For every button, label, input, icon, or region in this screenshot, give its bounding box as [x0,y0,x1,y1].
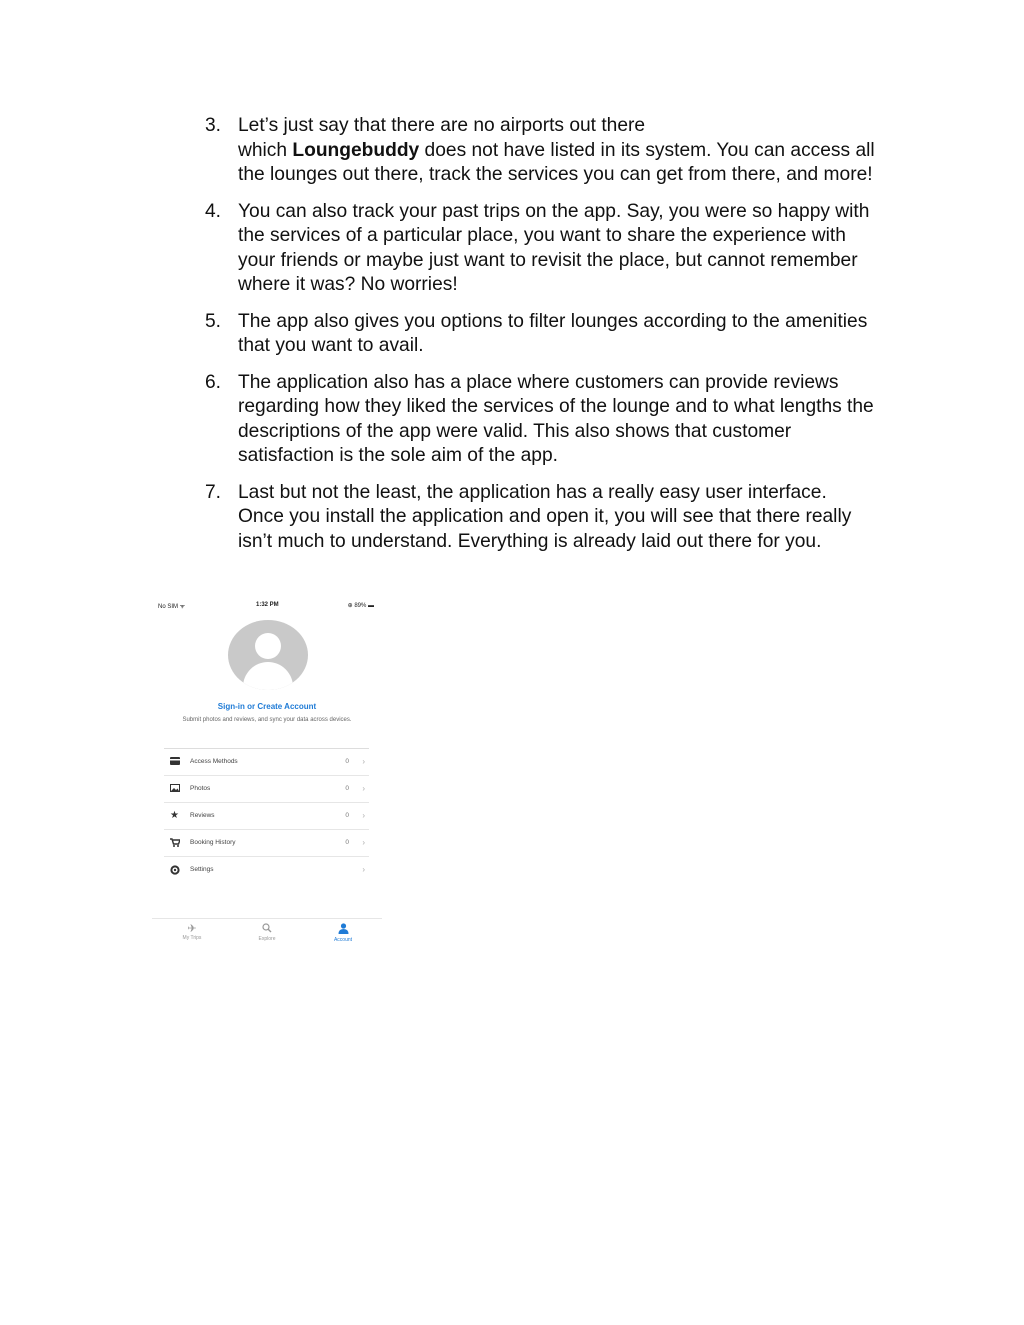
chevron-right-icon: › [362,757,365,766]
numbered-list [205,114,875,566]
status-bar [158,602,374,612]
menu-item-photos[interactable] [164,776,369,803]
menu-item-label: Photos [190,785,211,792]
app-screenshot [152,598,382,948]
time-label: 1:32 PM [256,602,279,608]
list-number: 5. [205,310,222,332]
menu-item-count: 0 [345,812,349,819]
chevron-right-icon: › [362,811,365,820]
carrier-label: No SIM ᯤ [158,604,186,610]
cart-icon [170,838,180,847]
chevron-right-icon: › [362,784,365,793]
list-text: You can also track your past trips on the app. Say, you were so happy with the services of a particular place, you want to share the experience with your friends or maybe just want to revisit the place, but cannot remember where it was? No worries! [238,200,870,295]
chevron-right-icon: › [362,865,365,874]
card-icon [170,757,180,766]
photo-icon [170,784,180,793]
list-number: 7. [205,481,222,503]
menu-item-label: Reviews [190,812,215,819]
menu-item-count: 0 [345,785,349,792]
account-menu [164,748,369,883]
avatar[interactable] [228,620,308,690]
list-text: does not have listed in its system. You can access all the lounges out there, track the services you can get from there, and more! [238,139,875,185]
tab-bar [152,918,382,949]
list-item [205,481,875,555]
tab-label: Explore [258,936,276,942]
tab-label: Account [333,937,353,943]
list-text: which [238,139,293,161]
list-text: Let’s just say that there are no airports out there [238,115,646,136]
tab-explore[interactable] [242,923,292,942]
gear-icon [170,865,180,874]
list-item [205,310,875,359]
menu-item-label: Settings [190,866,214,873]
list-text: Last but not the least, the application has a really easy user interface. Once you install the application and open it, you will see that there really isn’t much to understand. Everything is already laid out there for you. [238,481,852,552]
menu-item-label: Booking History [190,839,236,846]
list-item [205,200,875,298]
avatar-body [243,662,293,690]
chevron-right-icon: › [362,838,365,847]
list-number: 3. [205,115,222,136]
list-text: The app also gives you options to filter lounges according to the amenities that you want to avail. [238,310,868,356]
battery-label: ⊕ 89% ▬ [347,603,374,609]
search-icon [242,923,292,936]
avatar-head [255,633,281,659]
signin-link[interactable]: Sign-in or Create Account [217,702,317,711]
list-item [205,114,875,188]
menu-item-label: Access Methods [190,758,238,765]
menu-item-count: 0 [345,758,349,765]
signin-subtitle: Submit photos and reviews, and sync your data across devices. [182,717,352,723]
list-text: The application also has a place where customers can provide reviews regarding how they liked the services of the lounge and to what lengths the descriptions of the app were valid. This also shows that customer satisfaction is the sole aim of the app. [238,371,874,466]
app-name: Loungebuddy [292,139,420,161]
tab-my-trips[interactable] [167,923,217,941]
person-icon [318,923,368,937]
menu-item-access-methods[interactable] [164,749,369,776]
star-icon: ★ [170,810,179,821]
list-number: 6. [205,371,222,393]
list-item [205,371,875,469]
menu-item-count: 0 [345,839,349,846]
menu-item-reviews[interactable] [164,803,369,830]
tab-label: My Trips [182,935,202,941]
list-number: 4. [205,200,222,222]
plane-icon: ✈ [187,923,197,935]
tab-account[interactable] [318,923,368,943]
menu-item-settings[interactable] [164,857,369,883]
menu-item-booking-history[interactable] [164,830,369,857]
